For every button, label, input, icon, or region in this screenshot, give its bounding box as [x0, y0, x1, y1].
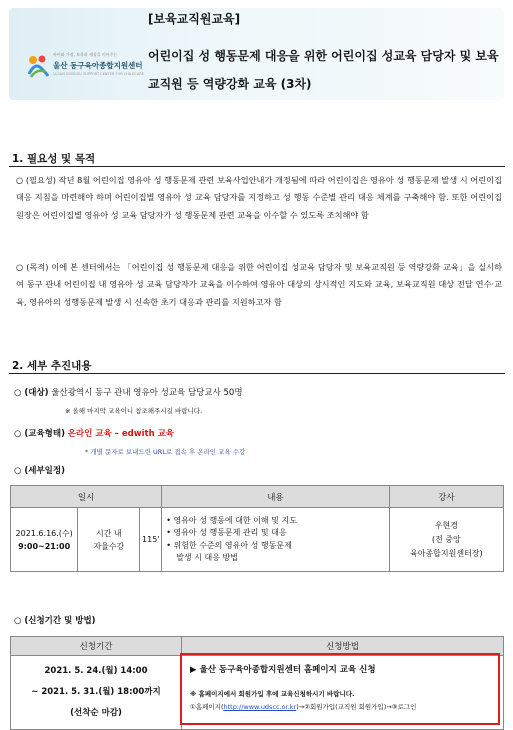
- section-2-heading: 2. 세부 추진내용: [12, 360, 92, 372]
- purpose-paragraph: ○ (목적) 이에 본 센터에서는 「어린이집 성 행동문제 대응을 위한 어린이집 성교육 담당자 및 보육교직원 등 역량강화 교육」을 실시하여 동구 관내 어린이집 내 영유아 성 교육 담당자가 교육을 이수하여 영유아 대상의 상시적인 지도와 교육, 보육교직원 대상 전달 연수·교육, 영유아의 성행동문제 발생 시 신속한 초기 대응과 관리를 지원하고자 함: [16, 262, 502, 307]
- application-header-method: 신청방법: [182, 637, 504, 656]
- period-start: 2021. 5. 24.(월) 14:00: [44, 666, 148, 676]
- method-title: ▶ 울산 동구육아종합지원센터 홈페이지 교육 신청: [190, 665, 376, 675]
- target-label: ○ (대상): [14, 388, 49, 398]
- schedule-label-row: [14, 464, 65, 476]
- schedule-content-cell: [162, 508, 389, 572]
- schedule-time: 9:00~21:00: [18, 541, 71, 551]
- necessity-paragraph: ○ (필요성) 작년 8월 어린이집 영유아 성 행동문제 관련 보육사업안내가 개정됨에 따라 어린이집은 영유아 성 행동문제 발생 시 어린이집 대응 지침을 마련해야 하며 어린이집별 영유아 성 교육 담당자를 지정하고 성 행동 수준별 관리 대응 체계를 구축해야 함. 또한 어린이집 원장은 어린이집별 영유아 성 교육 담당자가 성 행동문제 관련 교육을 이수할 수 있도록 조치해야 함: [16, 175, 502, 220]
- section-1-divider: [9, 166, 505, 167]
- schedule-header-datetime: 일시: [11, 486, 162, 508]
- logo-tagline: 아이와 가정, 보육과 세상을 이어주는: [53, 52, 118, 57]
- application-period-cell: [11, 656, 182, 730]
- application-header-period: 신청기간: [11, 637, 182, 656]
- schedule-mode-line1: 시간 내: [95, 528, 122, 538]
- center-logo-mark-icon: [27, 54, 49, 78]
- schedule-datetime-cell: [11, 508, 78, 572]
- schedule-header-content: 내용: [162, 486, 389, 508]
- format-label: ○ (교육형태): [14, 429, 65, 439]
- page-title: 어린이집 성 행동문제 대응을 위한 어린이집 성교육 담당자 및 보육교직원 등 역량강화 교육 (3차): [148, 49, 499, 91]
- schedule-header-instructor: 강사: [389, 486, 503, 508]
- schedule-mode-line2: 자율수강: [93, 541, 125, 551]
- format-text: 온라인 교육 – edwith 교육: [67, 429, 174, 439]
- schedule-label: ○ (세부일정): [14, 466, 65, 476]
- schedule-table: [10, 485, 504, 572]
- schedule-date: 2021.6.16.(수): [15, 528, 73, 538]
- instructor-affil-line1: (전 중앙: [431, 534, 461, 544]
- content-item-continued: 발생 시 대응 방법: [176, 553, 238, 562]
- section-1-heading: 1. 필요성 및 목적: [12, 153, 96, 165]
- instructor-name: 우현경: [434, 520, 458, 530]
- method-highlight-box: [180, 653, 500, 725]
- schedule-minutes: 115': [140, 508, 162, 572]
- center-logo: [27, 52, 142, 82]
- format-note: * 개별 문자로 보내드린 URL로 접속 후 온라인 교육 수강: [85, 448, 246, 456]
- target-note: ※ 올해 마지막 교육이니 참조해주시길 바랍니다.: [65, 407, 203, 415]
- method-note: ※ 홈페이지에서 회원가입 후에 교육신청하시기 바랍니다.: [190, 690, 355, 698]
- banner-tag: [보육교직원교육]: [148, 12, 241, 26]
- format-row: [14, 427, 174, 439]
- homepage-link[interactable]: http://www.udscc.or.kr: [223, 703, 297, 711]
- schedule-instructor-cell: [389, 508, 503, 572]
- steps-suffix: )→②회원가입(교직원 회원가입)→③로그인: [296, 703, 417, 711]
- target-row: [14, 386, 243, 398]
- schedule-mode-cell: [78, 508, 140, 572]
- application-label-row: [14, 614, 96, 626]
- logo-org-name: 울산 동구육아종합지원센터: [53, 61, 143, 70]
- schedule-table-header-row: [11, 486, 504, 508]
- steps-prefix: ①홈페이지(: [190, 703, 224, 711]
- content-item: • 영유아 성 행동에 대한 이해 및 지도: [166, 515, 297, 525]
- schedule-table-row: [11, 508, 504, 572]
- header-banner: [9, 8, 504, 100]
- application-label: ○ (신청기간 및 방법): [14, 616, 96, 626]
- instructor-affil-line2: 육아종합지원센터장): [409, 548, 483, 558]
- content-item: • 위험한 수준의 영유아 성 행동문제: [166, 540, 292, 550]
- logo-org-name-en: ULSAN DONGGU SUPPORT CENTER FOR CHILDCARE: [53, 72, 144, 76]
- period-end: ~ 2021. 5. 31.(월) 18:00까지: [31, 687, 161, 697]
- section-2-divider: [9, 373, 505, 374]
- target-text: 울산광역시 동구 관내 영유아 성교육 담당교사 50명: [51, 388, 243, 398]
- period-note: (선착순 마감): [70, 708, 122, 718]
- content-item: • 영유아 성 행동문제 관리 및 대응: [166, 528, 287, 537]
